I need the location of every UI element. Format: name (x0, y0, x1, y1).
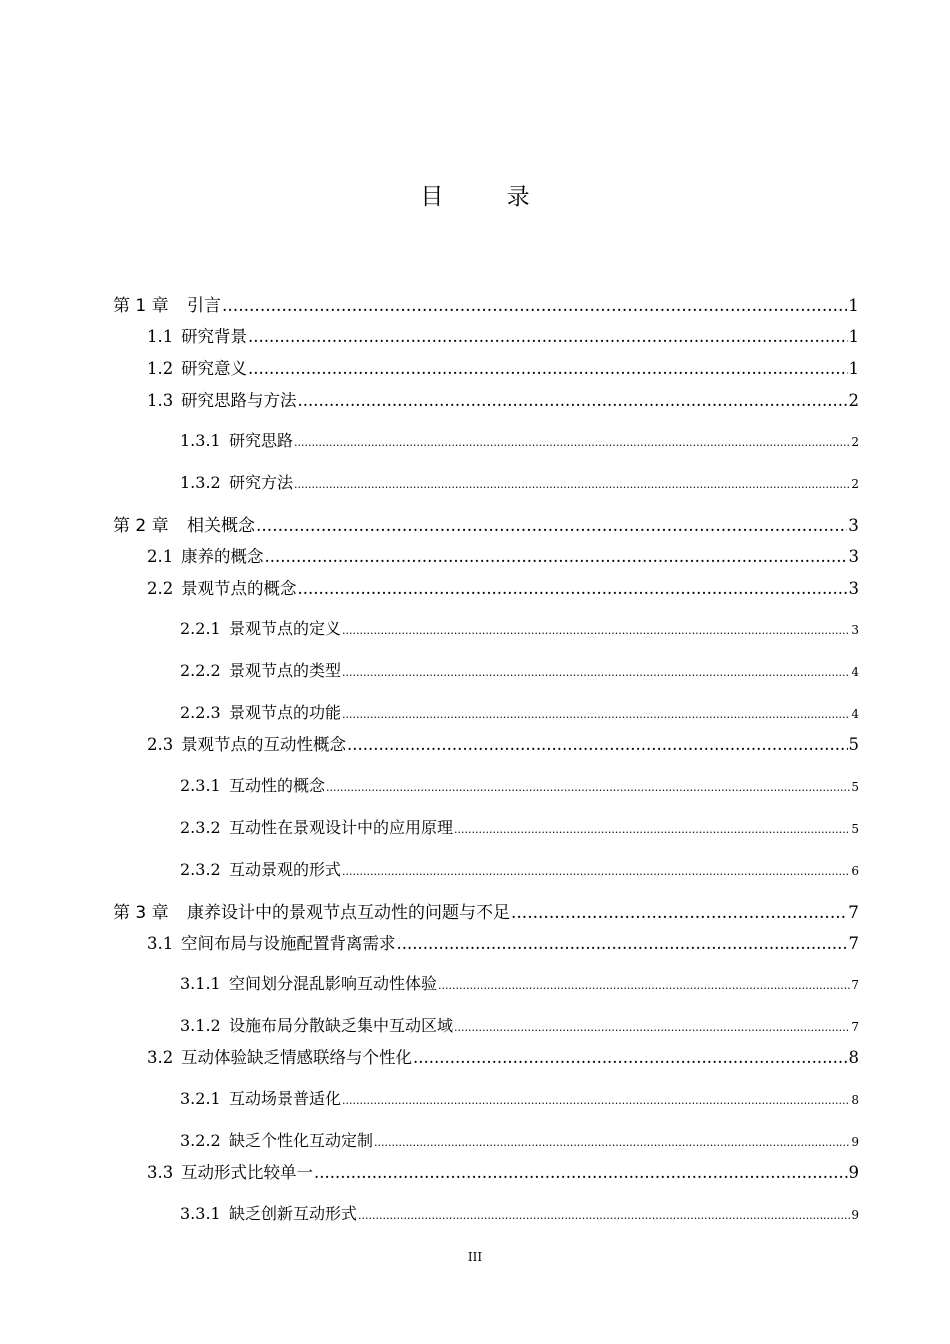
toc-entry-number: 3.3.1 (180, 1204, 221, 1223)
toc-entry-title: 康养的概念 (181, 547, 264, 566)
dot-leader (326, 781, 850, 794)
toc-entry[interactable] (147, 575, 859, 599)
toc-entry-number: 2.3.2 (180, 818, 221, 837)
toc-entry[interactable] (180, 700, 859, 723)
toc-entry[interactable] (147, 355, 859, 379)
toc-entry-number: 1.3 (147, 391, 174, 410)
toc-entry-title: 相关概念 (187, 516, 255, 536)
toc-entry[interactable] (147, 387, 859, 411)
toc-entry-title: 康养设计中的景观节点互动性的问题与不足 (187, 903, 510, 923)
toc-entry-number: 3.3 (147, 1163, 174, 1182)
toc-entry-title: 研究思路与方法 (181, 391, 297, 410)
page-number: III (467, 1250, 483, 1264)
toc-entry-page: 7 (848, 934, 859, 953)
dot-leader (294, 436, 850, 449)
toc-entry-number: 2.1 (147, 547, 174, 566)
toc-entry-number: 2.2 (147, 579, 174, 598)
dot-leader (342, 1094, 850, 1107)
dot-leader (265, 547, 848, 566)
toc-entry-title: 互动景观的形式 (229, 860, 342, 879)
toc-entry[interactable] (147, 930, 859, 954)
toc-entry-title: 空间划分混乱影响互动性体验 (229, 974, 438, 993)
dot-leader (222, 296, 847, 316)
toc-entry-number: 3.2.2 (180, 1131, 221, 1150)
toc-entry-title: 互动性在景观设计中的应用原理 (229, 818, 454, 837)
toc-entry-number: 3.2.1 (180, 1089, 221, 1108)
toc-entry-page: 1 (848, 359, 859, 378)
dot-leader (413, 1048, 848, 1067)
toc-entry-title: 设施布局分散缺乏集中互动区域 (229, 1016, 454, 1035)
toc-entry-page: 6 (851, 864, 859, 878)
toc-entry-number: 1.1 (147, 327, 174, 346)
toc-entry-number: 3.2 (147, 1048, 174, 1067)
toc-entry-page: 4 (851, 665, 859, 679)
toc-entry[interactable] (180, 1201, 859, 1224)
toc-entry-number: 第 3 章 (113, 903, 169, 923)
toc-entry-page: 8 (848, 1048, 859, 1067)
toc-entry[interactable] (180, 773, 859, 796)
toc-entry-page: 8 (851, 1093, 859, 1107)
toc-entry-title: 研究意义 (181, 359, 247, 378)
toc-entry-title: 引言 (187, 296, 221, 316)
dot-leader (454, 1021, 850, 1034)
toc-entry-title: 缺乏创新互动形式 (229, 1204, 358, 1223)
toc-entry-page: 2 (851, 477, 859, 491)
page-title: 目 录 (420, 184, 558, 210)
toc-entry-title: 互动形式比较单一 (181, 1163, 313, 1182)
toc-entry-number: 第 2 章 (113, 516, 169, 536)
toc-entry-title: 缺乏个性化互动定制 (229, 1131, 374, 1150)
toc-entry-page: 9 (848, 1163, 859, 1182)
toc-entry-page: 3 (848, 516, 859, 536)
dot-leader (342, 624, 850, 637)
toc-entry[interactable] (147, 1044, 859, 1068)
toc-entry-page: 4 (851, 707, 859, 721)
toc-entry[interactable] (180, 428, 859, 451)
toc-entry-number: 3.1.2 (180, 1016, 221, 1035)
toc-entry-title: 研究方法 (229, 473, 294, 492)
toc-entry-title: 互动体验缺乏情感联络与个性化 (181, 1048, 412, 1067)
toc-entry[interactable] (180, 971, 859, 994)
toc-entry-page: 7 (851, 978, 859, 992)
toc-entry-title: 景观节点的互动性概念 (181, 735, 346, 754)
dot-leader (358, 1209, 850, 1222)
toc-entry-title: 空间布局与设施配置背离需求 (181, 934, 396, 953)
toc-entry-number: 2.2.3 (180, 703, 221, 722)
toc-entry-page: 3 (848, 579, 859, 598)
toc-entry-page: 2 (851, 435, 859, 449)
toc-entry[interactable] (180, 658, 859, 681)
toc-entry-title: 景观节点的类型 (229, 661, 342, 680)
dot-leader (298, 579, 848, 598)
toc-entry-page: 7 (851, 1020, 859, 1034)
toc-entry-page: 1 (848, 296, 859, 316)
toc-entry-page: 9 (851, 1135, 859, 1149)
toc-entry-title: 互动性的概念 (229, 776, 326, 795)
toc-entry-number: 3.1.1 (180, 974, 221, 993)
dot-leader (298, 391, 848, 410)
toc-entry-number: 1.3.1 (180, 431, 221, 450)
toc-entry-number: 1.3.2 (180, 473, 221, 492)
toc-entry[interactable] (180, 1086, 859, 1109)
dot-leader (294, 478, 850, 491)
toc-entry-page: 5 (851, 822, 859, 836)
dot-leader (342, 708, 850, 721)
dot-leader (511, 903, 847, 923)
dot-leader (248, 327, 848, 346)
toc-entry[interactable] (180, 1128, 859, 1151)
toc-entry[interactable] (147, 1159, 859, 1183)
toc-entry-number: 2.3.2 (180, 860, 221, 879)
dot-leader (248, 359, 848, 378)
dot-leader (347, 735, 848, 754)
toc-entry-number: 2.3 (147, 735, 174, 754)
dot-leader (314, 1163, 848, 1182)
toc-entry[interactable] (180, 1013, 859, 1036)
toc-entry-title: 景观节点的功能 (229, 703, 342, 722)
toc-entry-title: 互动场景普适化 (229, 1089, 342, 1108)
toc-entry-number: 3.1 (147, 934, 174, 953)
toc-entry-number: 第 1 章 (113, 296, 169, 316)
toc-entry-page: 9 (851, 1208, 859, 1222)
toc-entry-page: 5 (851, 780, 859, 794)
dot-leader (454, 823, 850, 836)
dot-leader (256, 516, 847, 536)
toc-entry[interactable] (147, 543, 859, 567)
toc-entry-title: 景观节点的概念 (181, 579, 297, 598)
toc-entry-number: 2.3.1 (180, 776, 221, 795)
toc-entry[interactable] (113, 291, 859, 316)
toc-entry[interactable] (180, 857, 859, 880)
toc-entry[interactable] (180, 470, 859, 493)
toc-entry-title: 研究思路 (229, 431, 294, 450)
toc-entry-page: 5 (848, 735, 859, 754)
toc-entry-title: 景观节点的定义 (229, 619, 342, 638)
dot-leader (438, 979, 850, 992)
dot-leader (342, 666, 850, 679)
toc-entry-page: 3 (851, 623, 859, 637)
toc-entry[interactable] (113, 898, 859, 923)
toc-entry[interactable] (113, 511, 859, 536)
toc-entry-title: 研究背景 (181, 327, 247, 346)
dot-leader (374, 1136, 850, 1149)
toc-entry-page: 1 (848, 327, 859, 346)
toc-entry[interactable] (180, 815, 859, 838)
toc-entry-page: 2 (848, 391, 859, 410)
toc-entry[interactable] (180, 616, 859, 639)
dot-leader (397, 934, 848, 953)
toc-entry-number: 1.2 (147, 359, 174, 378)
toc-entry-number: 2.2.1 (180, 619, 221, 638)
toc-entry[interactable] (147, 323, 859, 347)
toc-entry-page: 3 (848, 547, 859, 566)
toc-entry[interactable] (147, 731, 859, 755)
toc-entry-number: 2.2.2 (180, 661, 221, 680)
toc-entry-page: 7 (848, 903, 859, 923)
dot-leader (342, 865, 850, 878)
